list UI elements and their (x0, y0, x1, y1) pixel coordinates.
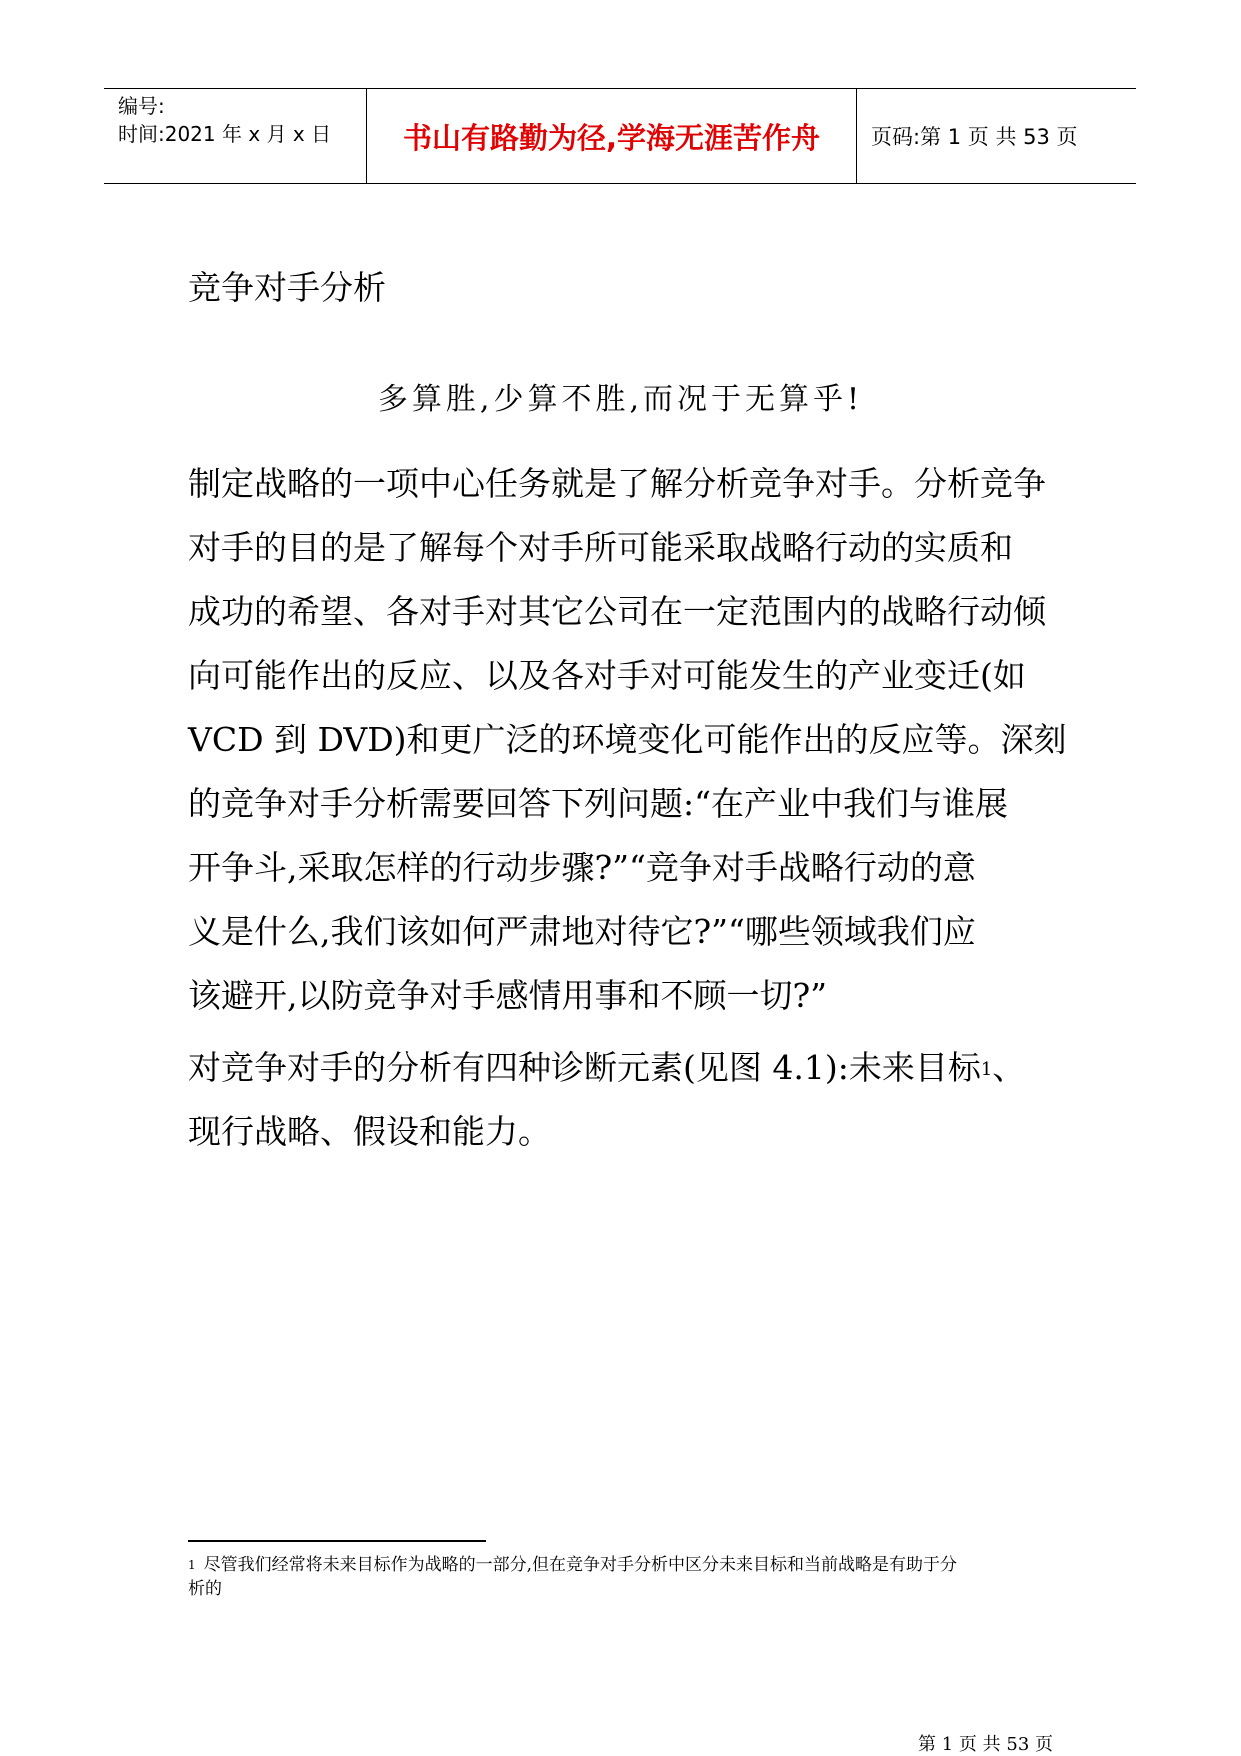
paragraph-line: 对手的目的是了解每个对手所可能采取战略行动的实质和 (188, 528, 1013, 567)
paragraph-line: 的竞争对手分析需要回答下列问题:“在产业中我们与谁展 (188, 784, 1008, 823)
paragraph-line: 开争斗,采取怎样的行动步骤?”“竞争对手战略行动的意 (188, 848, 976, 887)
paragraph-line: VCD 到 DVD)和更广泛的环境变化可能作出的反应等。深刻 (188, 720, 1067, 759)
page-footer: 第 1 页 共 53 页 (918, 1734, 1053, 1755)
paragraph-line: 现行战略、假设和能力。 (188, 1112, 551, 1151)
body-paragraph-2 (188, 1036, 1068, 1164)
paragraph-line: 该避开,以防竞争对手感情用事和不顾一切?” (188, 976, 828, 1015)
footnote-reference[interactable]: 1 (980, 1059, 993, 1080)
header-motto-cell (367, 89, 857, 183)
footnote (188, 1553, 1068, 1601)
header-meta-cell (104, 89, 367, 183)
motto: 书山有路勤为径,学海无涯苦作舟 (402, 120, 821, 155)
paragraph-text: 对竞争对手的分析有四种诊断元素(见图 4.1):未来目标 (188, 1048, 981, 1087)
header-page-cell (857, 89, 1136, 183)
footnote-line (188, 1553, 1068, 1577)
number-label: 编号: (118, 94, 165, 118)
page-label: 页码: (871, 125, 921, 149)
footnote-separator (188, 1540, 486, 1542)
document-title: 竞争对手分析 (188, 268, 386, 307)
footnote-line: 析的 (188, 1579, 222, 1599)
date-text: 时间:2021 年 x 月 x 日 (118, 122, 332, 146)
paragraph-line: 向可能作出的反应、以及各对手对可能发生的产业变迁(如 (188, 656, 1026, 695)
footnote-text: 尽管我们经常将未来目标作为战略的一部分,但在竞争对手分析中区分未来目标和当前战略是有助于分 (203, 1555, 958, 1575)
page-info: 第 1 页 共 53 页 (920, 125, 1078, 149)
document-header (104, 88, 1136, 184)
paragraph-line (188, 1036, 1068, 1100)
footnote-mark: 1 (188, 1558, 196, 1572)
paragraph-text: 、 (992, 1048, 1026, 1087)
paragraph-line: 成功的希望、各对手对其它公司在一定范围内的战略行动倾 (188, 592, 1046, 631)
epigraph-quote: 多算胜,少算不胜,而况于无算乎! (377, 382, 864, 417)
body-paragraph-1 (188, 452, 1068, 1028)
paragraph-line: 义是什么,我们该如何严肃地对待它?”“哪些领域我们应 (188, 912, 976, 951)
paragraph-line: 制定战略的一项中心任务就是了解分析竞争对手。分析竞争 (188, 464, 1046, 503)
